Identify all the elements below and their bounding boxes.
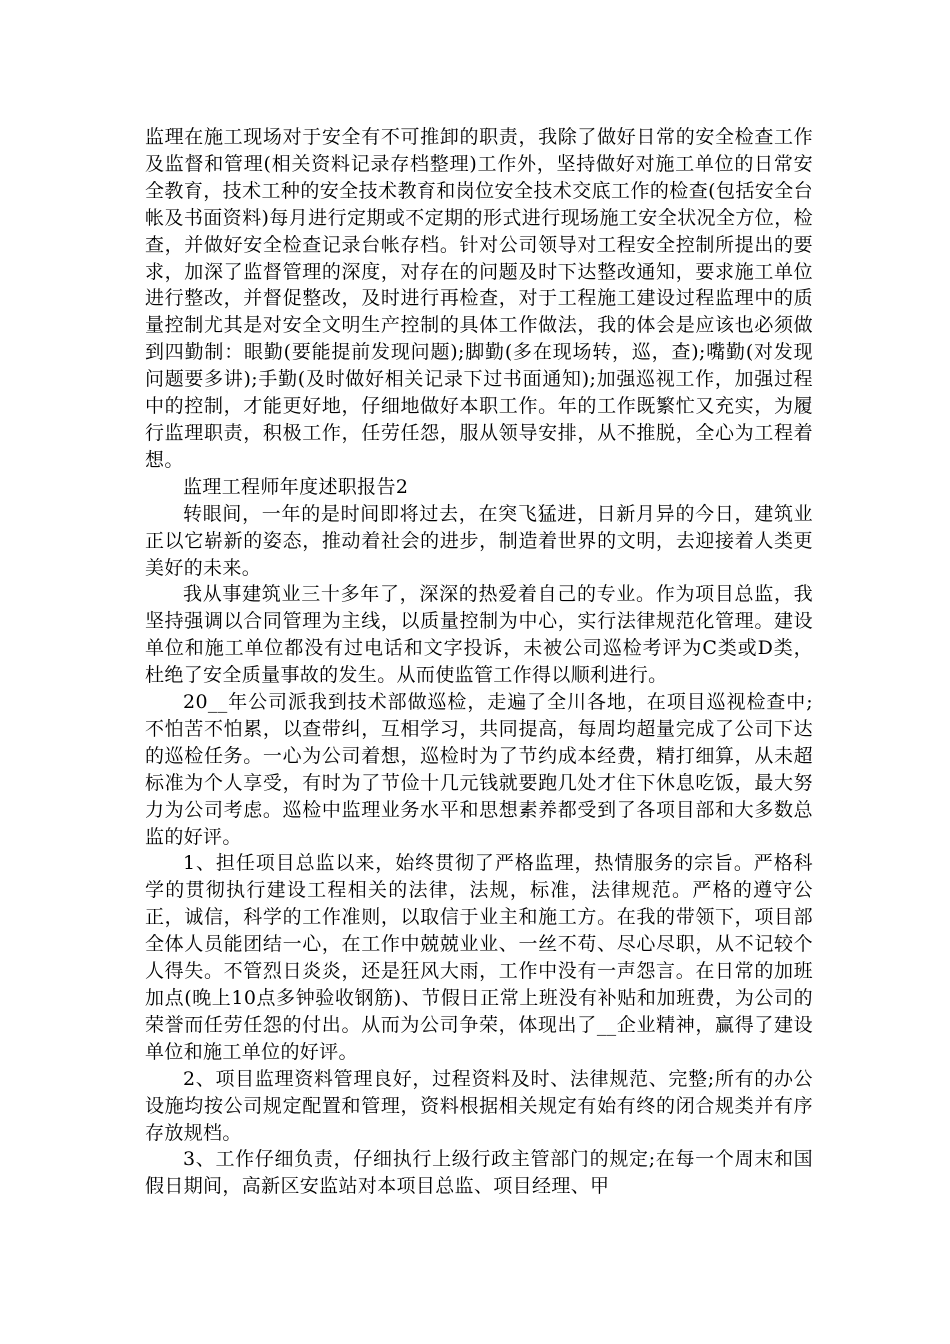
paragraph-career: 我从事建筑业三十多年了，深深的热爱着自己的专业。作为项目总监，我坚持强调以合同管理为主线，以质量控制为中心，实行法律规范化管理。建设单位和施工单位都没有过电话和文字投诉，未被公司巡检考评为C类或D类，杜绝了安全质量事故的发生。从而使监管工作得以顺利进行。	[145, 583, 813, 687]
paragraph-item-2: 2、项目监理资料管理良好，过程资料及时、法律规范、完整;所有的办公设施均按公司规定配置和管理，资料根据相关规定有始有终的闭合规类并有序存放规档。	[145, 1067, 813, 1144]
document-body	[145, 124, 813, 1200]
paragraph-item-3: 3、工作仔细负责，仔细执行上级行政主管部门的规定;在每一个周末和国假日期间，高新区安监站对本项目总监、项目经理、甲	[145, 1148, 813, 1198]
paragraph-item-1: 1、担任项目总监以来，始终贯彻了严格监理，热情服务的宗旨。严格科学的贯彻执行建设工程相关的法律，法规，标准，法律规范。严格的遵守公正，诚信，科学的工作准则，以取信于业主和施工方。在我的带领下，项目部全体人员能团结一心，在工作中兢兢业业、一丝不苟、尽心尽职，从不记较个人得失。不管烈日炎炎，还是狂风大雨，工作中没有一声怨言。在日常的加班加点(晚上10点多钟验收钢筋)、节假日正常上班没有补贴和加班费，为公司的荣誉而任劳任怨的付出。从而为公司争荣，体现出了__企业精神，赢得了建设单位和施工单位的好评。	[145, 852, 813, 1063]
paragraph-safety-duties: 监理在施工现场对于安全有不可推卸的职责，我除了做好日常的安全检查工作及监督和管理(相关资料记录存档整理)工作外，坚持做好对施工单位的日常安全教育，技术工种的安全技术教育和岗位安全技术交底工作的检查(包括安全台帐及书面资料)每月进行定期或不定期的形式进行现场施工安全状况全方位，检查，并做好安全检查记录台帐存档。针对公司领导对工程安全控制所提出的要求，加深了监督管理的深度，对存在的问题及时下达整改通知，要求施工单位进行整改，并督促整改，及时进行再检查，对于工程施工建设过程监理中的质量控制尤其是对安全文明生产控制的具体工作做法，我的体会是应该也必须做到四勤制：眼勤(要能提前发现问题);脚勤(多在现场转，巡，查);嘴勤(对发现问题要多讲);手勤(及时做好相关记录下过书面通知);加强巡视工作，加强过程中的控制，才能更好地，仔细地做好本职工作。年的工作既繁忙又充实，为履行监理职责，积极工作，任劳任怨，服从领导安排，从不推脱，全心为工程着想。	[145, 126, 813, 471]
paragraph-inspection: 20__年公司派我到技术部做巡检，走遍了全川各地，在项目巡视检查中;不怕苦不怕累，以查带纠，互相学习，共同提高，每周均超量完成了公司下达的巡检任务。一心为公司着想，巡检时为了节约成本经费，精打细算，从未超标准为个人享受，有时为了节俭十几元钱就要跑几处才住下休息吃饭，最大努力为公司考虑。巡检中监理业务水平和思想素养都受到了各项目部和大多数总监的好评。	[145, 691, 813, 848]
paragraph-intro: 转眼间，一年的是时间即将过去，在突飞猛进，日新月异的今日，建筑业正以它崭新的姿态，推动着社会的进步，制造着世界的文明，去迎接着人类更美好的未来。	[145, 502, 813, 579]
section-heading: 监理工程师年度述职报告2	[183, 475, 409, 498]
